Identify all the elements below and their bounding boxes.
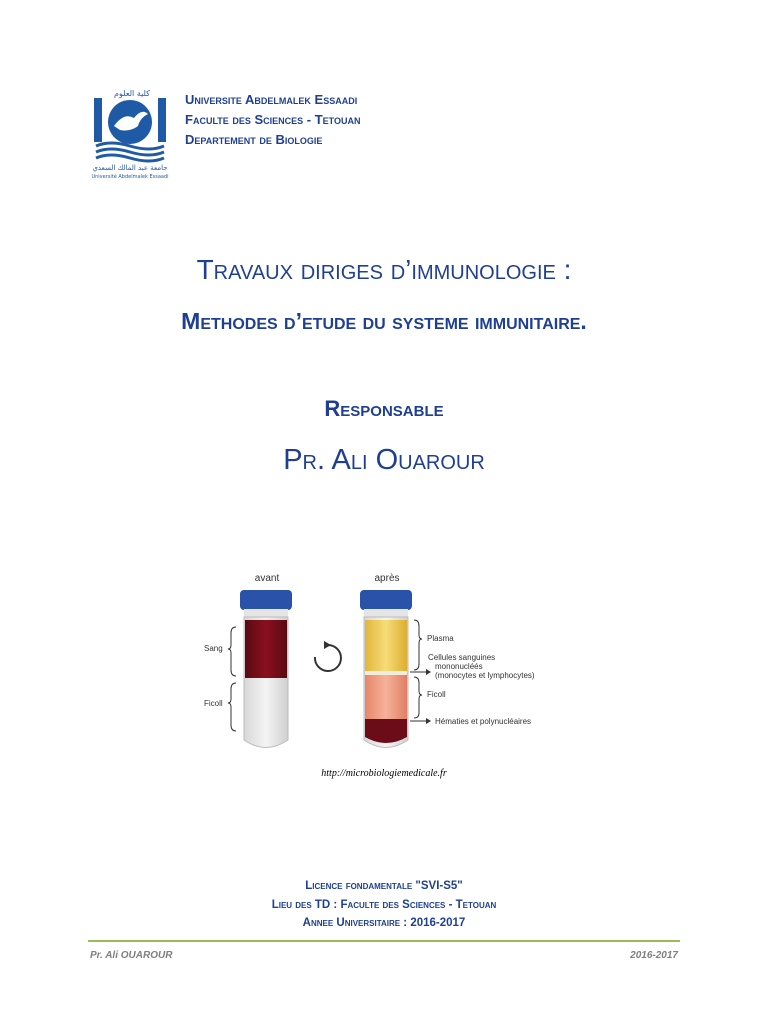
ficoll-separation-figure xyxy=(200,565,580,765)
label-rbc: Hématies et polynucléaires xyxy=(435,717,532,726)
department-name: Departement de Biologie xyxy=(185,132,323,147)
label-ficoll-right: Ficoll xyxy=(427,690,446,699)
tube-after xyxy=(360,590,412,748)
tube-before xyxy=(240,590,292,748)
label-cells-2: mononucléés xyxy=(435,662,483,671)
label-ficoll-left: Ficoll xyxy=(204,699,223,708)
svg-text:Université Abdelmalek Essaadi: Université Abdelmalek Essaadi xyxy=(91,174,169,180)
professor-name: Pr. Ali Ouarour xyxy=(283,444,485,476)
label-cells-1: Cellules sanguines xyxy=(428,653,496,662)
institution-block xyxy=(185,90,361,150)
footer-divider xyxy=(88,940,680,942)
academic-year-line: Annee Universitaire : 2016-2017 xyxy=(302,917,466,929)
label-cells-3: (monocytes et lymphocytes) xyxy=(435,671,535,680)
label-sang: Sang xyxy=(204,644,223,653)
location-line: Lieu des TD : Faculte des Sciences - Tetouan xyxy=(271,899,497,911)
svg-text:كلية العلوم: كلية العلوم xyxy=(114,89,150,98)
figure-credit: http://microbiologiemedicale.fr xyxy=(321,768,447,779)
centrifuge-rotation-icon xyxy=(315,641,341,671)
document-title: Travaux diriges d’immunologie : xyxy=(196,254,572,285)
label-after: après xyxy=(374,573,400,584)
faculty-name: Faculte des Sciences - Tetouan xyxy=(185,112,361,127)
university-logo-icon xyxy=(90,84,170,182)
footer-author: Pr. Ali OUAROUR xyxy=(90,950,173,961)
document-subtitle: Methodes d’etude du systeme immunitaire. xyxy=(181,308,587,334)
label-before: avant xyxy=(254,573,280,584)
university-name: Universite Abdelmalek Essaadi xyxy=(185,92,358,107)
licence-line: Licence fondamentale "SVI-S5" xyxy=(305,880,463,892)
footer-year: 2016-2017 xyxy=(630,950,678,961)
svg-text:جامعة عبد المالك السعدي: جامعة عبد المالك السعدي xyxy=(92,164,168,172)
responsible-label: Responsable xyxy=(324,396,444,421)
label-plasma: Plasma xyxy=(427,634,454,643)
